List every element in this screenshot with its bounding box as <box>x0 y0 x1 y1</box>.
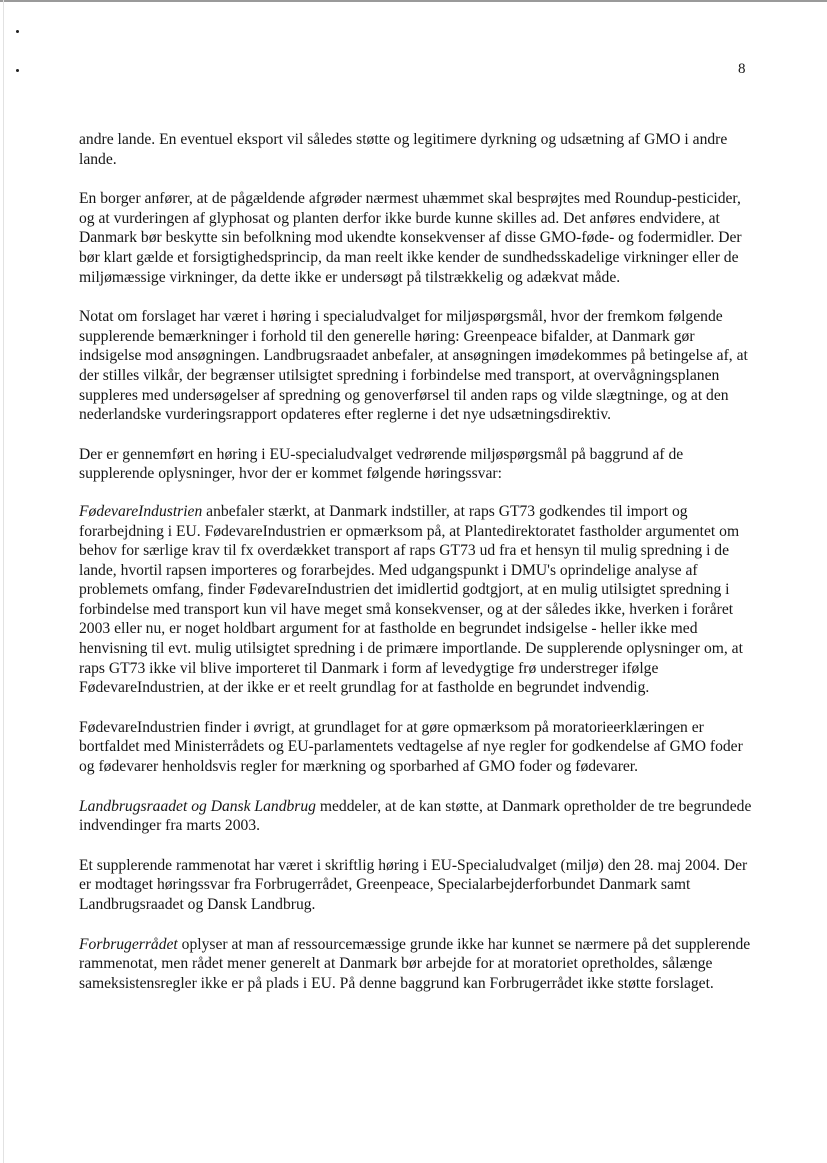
scan-dot-mark <box>16 30 19 33</box>
paragraph-text: anbefaler stærkt, at Danmark indstiller, at raps GT73 godkendes til import og forarbejdning i EU. FødevareIndustrien er opmærksom på, at Plantedirektoratet fastholder argumentet om behov for særlige krav til fx overdækket transport af raps GT73 ud fra et hensyn til mulig spredning i de lande, hvortil rapsen importeres og forarbejdes. Med udgangspunkt i DMU's oprindelige analyse af problemets omfang, finder FødevareIndustrien det imidlertid godtgjort, at en mulig utilsigtet spredning i forbindelse med transport kun vil have meget små konsekvenser, og at der således ikke, hverken i foråret 2003 eller nu, er noget holdbart argument for at fastholde en begrundet indsigelse - heller ikke med henvisning til evt. mulig utilsigtet spredning i de primære importlande. De supplerende oplysninger om, at raps GT73 ikke vil blive importeret til Danmark i form af levedygtige frø understreger ifølge FødevareIndustrien, at der ikke er et reelt grundlag for at fastholde en begrundet indvendig. <box>79 502 743 697</box>
paragraph-moratorium: FødevareIndustrien finder i øvrigt, at grundlaget for at gøre opmærksom på moratorieerklæringen er bortfaldet med Ministerrådets og EU-parlamentets vedtagelse af nye regler for godkendelse af GMO foder og fødevarer henholdsvis regler for mærkning og sporbarhed af GMO foder og fødevarer. <box>79 718 743 776</box>
paragraph-text: oplyser at man af ressourcemæssige grunde ikke har kunnet se nærmere på det supplerende rammenotat, men rådet mener generelt at Danmark bør arbejde for at moratoriet opretholdes, sålænge sameksistensregler ikke er på plads i EU. På denne baggrund kan Forbrugerrådet ikke støtte forslaget. <box>79 935 751 992</box>
paragraph-export: andre lande. En eventuel eksport vil således støtte og legitimere dyrkning og udsætning af GMO i andre lande. <box>79 131 728 168</box>
scan-dot-mark <box>16 69 19 72</box>
paragraph-rammenotat: Et supplerende rammenotat har været i skriftlig høring i EU-Specialudvalget (miljø) den 28. maj 2004. Der er modtaget høringssvar fra Forbrugerrådet, Greenpeace, Specialarbejderforbundet Danmark samt Landbrugsraadet og Dansk Landbrug. <box>79 856 748 913</box>
organization-name: Landbrugsraadet og Dansk Landbrug <box>79 797 316 815</box>
paragraph-hearing-specialudvalg: Notat om forslaget har været i høring i specialudvalget for miljøspørgsmål, hvor der fremkom følgende supplerende bemærkninger i forhold til den generelle høring: Greenpeace bifalder, at Danmark gør indsigelse mod ansøgningen. Landbrugsraadet anbefaler, at ansøgningen imødekommes på betingelse af, at der stilles vilkår, der begrænser utilsigtet spredning i forbindelse med transport, at overvågningsplanen suppleres med undersøgelser af spredning og genoverførsel til anden raps og vilde slægtninge, og at den nederlandske vurderingsrapport opdateres efter reglerne i det nye udsætningsdirektiv. <box>79 308 748 424</box>
page-number: 8 <box>738 61 746 77</box>
paragraph-citizen-objection: En borger anfører, at de pågældende afgrøder nærmest uhæmmet skal besprøjtes med Roundup-pesticider, og at vurderingen af glyphosat og planten derfor ikke burde kunne skilles ad. Det anføres endvidere, at Danmark bør beskytte sin befolkning mod ukendte konsekvenser af disse GMO-føde- og fodermidler. Der bør klart gælde et forsigtighedsprincip, da man reelt ikke kender de sundhedsskadelige virkninger eller de miljømæssige virkninger, da dette ikke er undersøgt på tilstrækkelig og adækvat måde. <box>79 190 742 286</box>
top-border-line <box>0 0 827 2</box>
paragraph-text: meddeler, at de kan støtte, at Danmark opretholder de tre begrundede indvendinger fra marts 2003. <box>79 797 752 835</box>
organization-name: Forbrugerrådet <box>79 935 178 953</box>
document-body <box>79 130 755 1013</box>
paragraph-eu-hearing: Der er gennemført en høring i EU-specialudvalget vedrørende miljøspørgsmål på baggrund af de supplerende oplysninger, hvor der er kommet følgende høringssvar: <box>79 445 684 483</box>
paragraph-foedevareindustrien <box>79 502 755 698</box>
paragraph-landbrugsraadet <box>79 797 755 836</box>
scan-left-edge <box>3 0 4 1163</box>
organization-name: FødevareIndustrien <box>79 502 203 520</box>
paragraph-forbrugerraadet <box>79 935 755 994</box>
